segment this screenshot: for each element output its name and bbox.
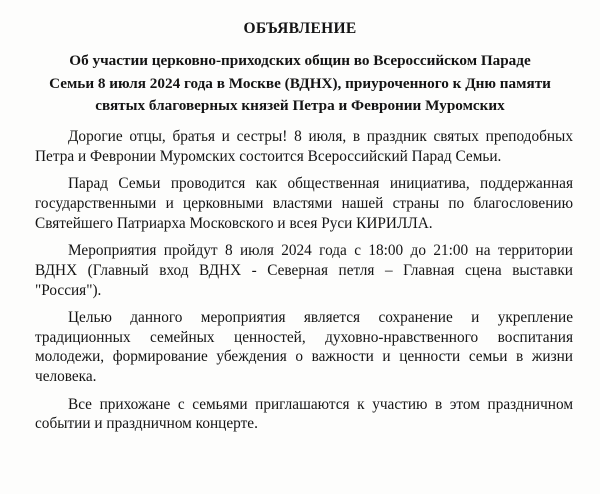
paragraph-purpose: Целью данного мероприятия является сохранение и укрепление традиционных семейных ценностей, духовно-нравственного воспитания молодежи, формирование убеждения о важности и ценности семьи в жизни человека. bbox=[35, 308, 573, 386]
paragraph-greeting: Дорогие отцы, братья и сестры! 8 июля, в праздник святых преподобных Петра и Февронии Муромских состоится Всероссийский Парад Семьи. bbox=[35, 128, 573, 165]
announcement-subtitle-line-1: Об участии церковно-приходских общин во Всероссийском Параде bbox=[69, 52, 531, 69]
announcement-subtitle-line-2: Семьи 8 июля 2024 года в Москве (ВДНХ), приуроченного к Дню памяти bbox=[49, 75, 551, 92]
announcement-title: ОБЪЯВЛЕНИЕ bbox=[243, 20, 357, 37]
paragraph-initiative: Парад Семьи проводится как общественная инициатива, поддержанная государственными и церковными властями нашей страны по благословению Святейшего Патриарха Московского и всея Руси КИРИЛЛА. bbox=[35, 175, 573, 232]
paragraph-schedule: Мероприятия пройдут 8 июля 2024 года с 18:00 до 21:00 на территории ВДНХ (Главный вход ВДНХ - Северная петля – Главная сцена выставки "Россия"). bbox=[35, 241, 573, 299]
announcement-subtitle-line-3: святых благоверных князей Петра и Февронии Муромских bbox=[95, 97, 505, 114]
announcement-body bbox=[35, 127, 573, 442]
paragraph-invitation: Все прихожане с семьями приглашаются к участию в этом праздничном событии и праздничном концерте. bbox=[35, 395, 573, 433]
